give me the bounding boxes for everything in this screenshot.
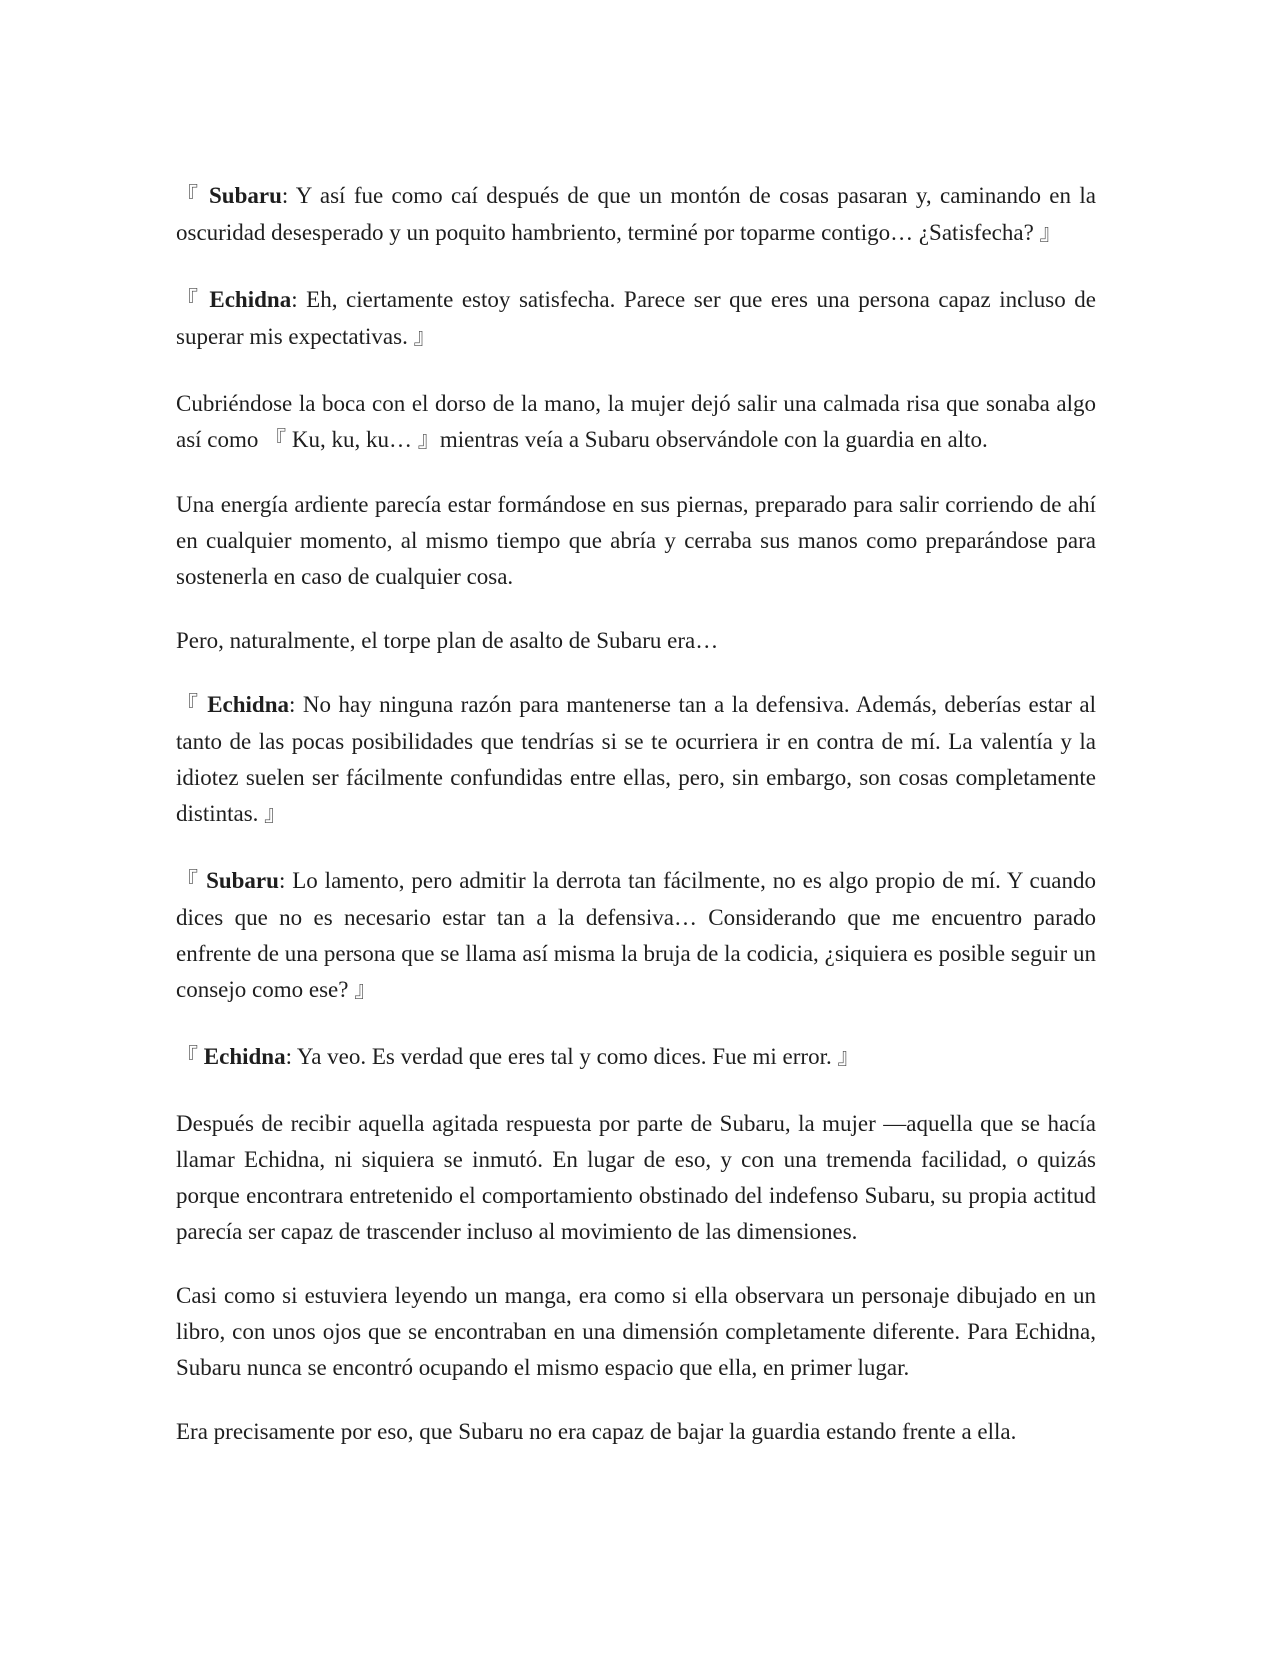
open-bracket: 『: [176, 288, 201, 313]
dialogue-text: : Y así fue como caí después de que un montón de cosas pasaran y, caminando en la oscuridad desesperado y un poquito hambriento, terminé por toparme contigo… ¿Satisfecha?: [176, 183, 1096, 245]
close-bracket: 』: [413, 325, 436, 350]
open-bracket: 『: [176, 693, 200, 718]
quoted-laugh: Ku, ku, ku…: [286, 427, 418, 452]
close-bracket: 』: [264, 802, 287, 827]
dialogue-text: : Eh, ciertamente estoy satisfecha. Parece ser que eres una persona capaz incluso de superar mis expectativas.: [176, 287, 1096, 349]
close-bracket: 』: [354, 978, 377, 1003]
close-bracket: 』: [417, 428, 440, 453]
paragraph-1: [176, 178, 1096, 252]
document-body: [176, 178, 1096, 1450]
paragraph-6: [176, 687, 1096, 833]
open-bracket: 『: [264, 428, 287, 453]
paragraph-9: [176, 1106, 1096, 1250]
narration-text: mientras veía a Subaru observándole con la guardia en alto.: [439, 427, 988, 452]
speaker-name: Echidna: [207, 692, 290, 717]
paragraph-8: [176, 1039, 1096, 1076]
dialogue-text: : Ya veo. Es verdad que eres tal y como dices. Fue mi error.: [285, 1044, 838, 1069]
paragraph-2: [176, 282, 1096, 356]
dialogue-text: : No hay ninguna razón para mantenerse tan a la defensiva. Además, deberías estar al tanto de las pocas posibilidades que tendrías si se te ocurriera ir en contra de mí. La valentía y la idiotez suelen ser fácilmente confundidas entre ellas, pero, sin embargo, son cosas completamente distintas.: [176, 692, 1096, 826]
paragraph-10: [176, 1278, 1096, 1386]
close-bracket: 』: [837, 1045, 860, 1070]
paragraph-4: [176, 487, 1096, 595]
narration-text: Una energía ardiente parecía estar formándose en sus piernas, preparado para salir corriendo de ahí en cualquier momento, al mismo tiempo que abría y cerraba sus manos como preparándose para sostenerla en caso de cualquier cosa.: [176, 492, 1096, 589]
narration-text: Cubriéndose la boca con el dorso de la mano, la mujer dejó salir una calmada risa que sonaba algo así como: [176, 391, 1096, 452]
narration-text: Después de recibir aquella agitada respuesta por parte de Subaru, la mujer —aquella que se hacía llamar Echidna, ni siquiera se inmutó. En lugar de eso, y con una tremenda facilidad, o quizás porque encontrara entretenido el comportamiento obstinado del indefenso Subaru, su propia actitud parecía ser capaz de trascender incluso al movimiento de las dimensiones.: [176, 1111, 1096, 1244]
paragraph-11: [176, 1414, 1096, 1450]
close-bracket: 』: [1039, 221, 1062, 246]
narration-text: Era precisamente por eso, que Subaru no era capaz de bajar la guardia estando frente a ella.: [176, 1419, 1017, 1444]
open-bracket: 『: [176, 184, 201, 209]
paragraph-7: [176, 863, 1096, 1009]
narration-text: Casi como si estuviera leyendo un manga, era como si ella observara un personaje dibujado en un libro, con unos ojos que se encontraban en una dimensión completamente diferente. Para Echidna, Subaru nunca se encontró ocupando el mismo espacio que ella, en primer lugar.: [176, 1283, 1096, 1380]
speaker-name: Subaru: [206, 868, 279, 893]
speaker-name: Subaru: [209, 183, 282, 208]
open-bracket: 『: [176, 869, 200, 894]
narration-text: Pero, naturalmente, el torpe plan de asalto de Subaru era…: [176, 628, 719, 653]
speaker-name: Echidna: [203, 1044, 286, 1069]
paragraph-3: [176, 386, 1096, 459]
open-bracket: 『: [176, 1045, 199, 1070]
dialogue-text: : Lo lamento, pero admitir la derrota tan fácilmente, no es algo propio de mí. Y cuando dices que no es necesario estar tan a la defensiva… Considerando que me encuentro parado enfrente de una persona que se llama así misma la bruja de la codicia, ¿siquiera es posible seguir un consejo como ese?: [176, 868, 1096, 1002]
speaker-name: Echidna: [209, 287, 292, 312]
paragraph-5: [176, 623, 1096, 659]
